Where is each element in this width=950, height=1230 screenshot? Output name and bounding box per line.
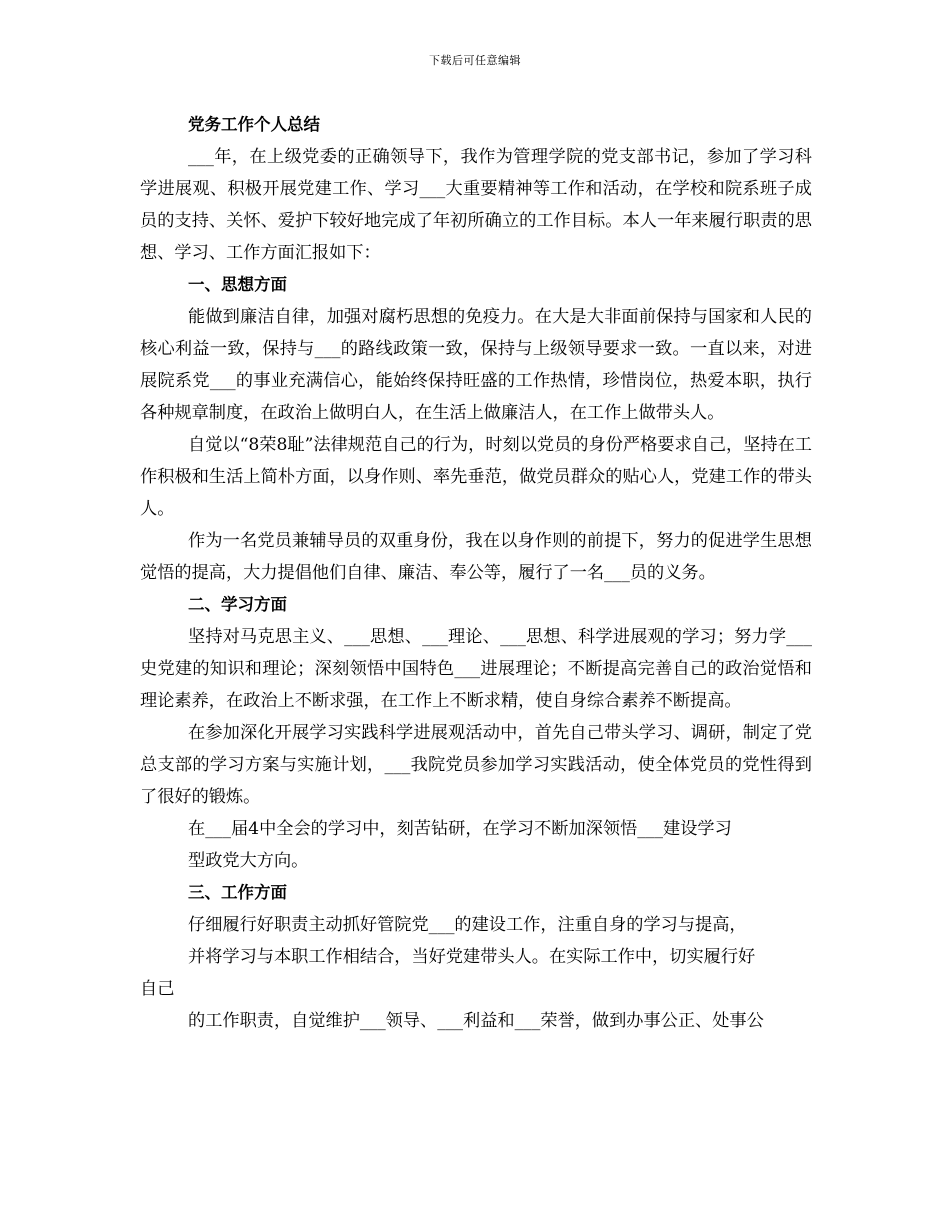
page-header-note: 下载后可任意编辑 [429,54,521,67]
work-paragraph-line-1: 仔细履行好职责主动抓好管院党___的建设工作，注重自身的学习与提高， [188,915,747,935]
thought-paragraph-2: 自觉以“8荣8耻”法律规范自己的行为，时刻以党员的身份严格要求自己，坚持在工作积极和生活上简朴方面，以身作则、率先垂范，做党员群众的贴心人，党建工作的带头人。 [140,435,812,519]
study-paragraph-1: 坚持对马克思主义、___思想、___理论、___思想、科学进展观的学习；努力学___史党建的知识和理论；深刻领悟中国特色___进展理论；不断提高完善自己的政治觉悟和理论素养，在政治上不断求强，在工作上不断求精，使自身综合素养不断提高。 [140,627,812,711]
thought-paragraph-3: 作为一名党员兼辅导员的双重身份，我在以身作则的前提下，努力的促进学生思想觉悟的提高，大力提倡他们自律、廉洁、奉公等，履行了一名___员的义务。 [140,531,812,583]
document-title: 党务工作个人总结 [188,115,320,134]
section-heading-work: 三、工作方面 [188,883,287,902]
study-paragraph-3-line-2: 型政党大方向。 [188,851,309,871]
study-paragraph-3-line-1: 在___届4中全会的学习中，刻苦钻研，在学习不断加深领悟___建设学习 [188,819,732,839]
study-paragraph-2: 在参加深化开展学习实践科学进展观活动中，首先自己带头学习、调研，制定了党总支部的学习方案与实施计划，___我院党员参加学习实践活动，使全体党员的党性得到了很好的锻炼。 [140,723,812,807]
work-paragraph-line-4: 的工作职责，自觉维护___领导、___利益和___荣誉，做到办事公正、处事公 [188,1011,764,1031]
thought-paragraph-1: 能做到廉洁自律，加强对腐朽思想的免疫力。在大是大非面前保持与国家和人民的核心利益一致，保持与___的路线政策一致，保持与上级领导要求一致。一直以来，对进展院系党___的事业充满信心，能始终保持旺盛的工作热情，珍惜岗位，热爱本职，执行各种规章制度，在政治上做明白人，在生活上做廉洁人，在工作上做带头人。 [140,307,812,423]
intro-paragraph: ___年，在上级党委的正确领导下，我作为管理学院的党支部书记，参加了学习科学进展观、积极开展党建工作、学习___大重要精神等工作和活动，在学校和院系班子成员的支持、关怀、爱护下较好地完成了年初所确立的工作目标。本人一年来履行职责的思想、学习、工作方面汇报如下： [140,147,812,263]
section-heading-study: 二、学习方面 [188,595,287,614]
document-body [140,109,812,1037]
section-heading-thought: 一、思想方面 [188,275,287,294]
work-paragraph-line-3: 自己 [140,979,175,999]
work-paragraph-line-2: 并将学习与本职工作相结合，当好党建带头人。在实际工作中，切实履行好 [188,947,756,967]
